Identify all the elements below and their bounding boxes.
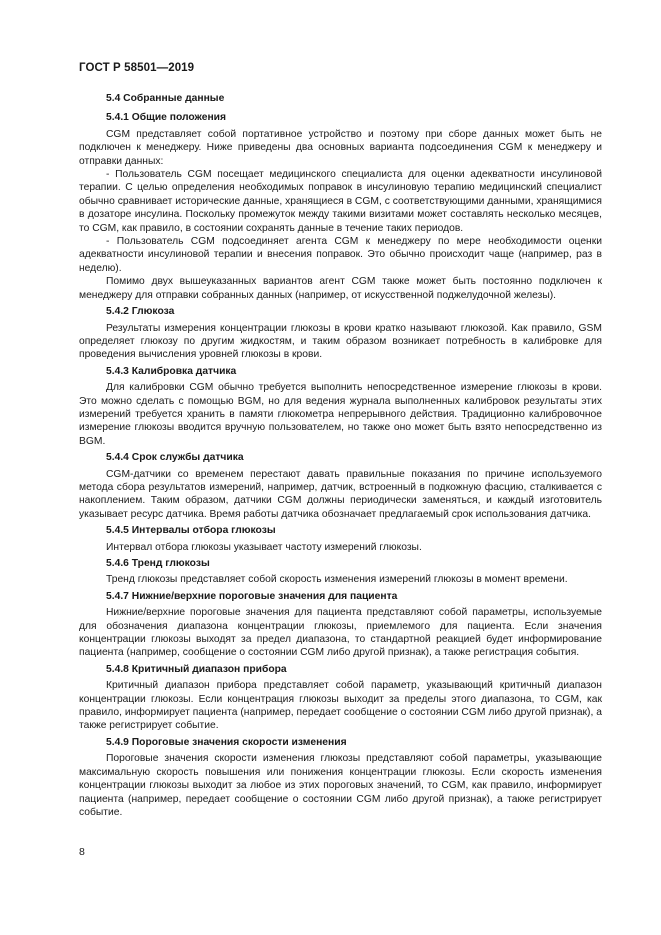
- section-heading: 5.4.1 Общие положения: [106, 112, 226, 124]
- section-s547: [79, 590, 602, 660]
- section-s549: [79, 736, 602, 819]
- section-heading: 5.4 Собранные данные: [106, 93, 225, 104]
- document-header: ГОСТ Р 58501—2019: [79, 62, 195, 74]
- section-s54: [79, 92, 602, 105]
- section-heading: 5.4.4 Срок службы датчика: [106, 452, 244, 464]
- section-s541: [79, 111, 602, 302]
- paragraph: - Пользователь CGM подсоединяет агента CGM к менеджеру по мере необходимости оценки адекватности инсулиновой терапии и внесения поправок. Это обычно происходит чаще (например, раз в неделю).: [79, 236, 602, 274]
- paragraph: CGM-датчики со временем перестают давать правильные показания по причине используемого метода сбора результатов измерений, например, датчик, встроенный в подкожную фасцию, сталкивается с накоплением. Таким образом, датчики CGM должны периодически заменяться, и каждый изготовитель указывает ресурс датчика. Время работы датчика обозначает предлагаемый срок использования датчика.: [79, 468, 602, 520]
- paragraph: Пороговые значения скорости изменения глюкозы представляют собой параметры, указывающие максимальную скорость повышения или понижения концентрации глюкозы. Если скорость изменения концентрации глюкозы выходит за любое из этих пороговых значений, то CGM, как правило, информирует пациента (например, передает сообщение о состоянии CGM либо другой признак), а также регистрирует событие.: [79, 753, 602, 818]
- section-s544: [79, 451, 602, 521]
- document-body: [79, 92, 602, 819]
- section-s542: [79, 305, 602, 362]
- section-s545: [79, 524, 602, 554]
- paragraph: Интервал отбора глюкозы указывает частоту измерений глюкозы.: [106, 541, 422, 553]
- section-heading: 5.4.9 Пороговые значения скорости изменения: [106, 736, 347, 748]
- paragraph: Результаты измерения концентрации глюкозы в крови кратко называют глюкозой. Как правило, GSM определяет глюкозу по другим жидкостям, и таким образом возникает потребность в калибровке для проведения вычисления уровней глюкозы в крови.: [79, 322, 602, 361]
- section-heading: 5.4.2 Глюкоза: [106, 306, 175, 318]
- section-heading: 5.4.3 Калибровка датчика: [106, 365, 237, 377]
- paragraph: Нижние/верхние пороговые значения для пациента представляют собой параметры, используемые для обозначения диапазона концентрации глюкозы, приемлемого для пациента. Если значения концентрации глюкозы выходят за предел диапазона, то стандартной реакцией будет информирование пациента (например, сообщение о состоянии CGM либо другой признак), а также регистрация события.: [79, 607, 602, 659]
- paragraph: - Пользователь CGM посещает медицинского специалиста для оценки адекватности инсулиновой терапии. С целью определения необходимых поправок в инсулиновую терапию медицинский специалист обычно сравнивает исторические данные, хранящиеся в CGM, с соответствующими данными, хранящимися в дозаторе инсулина. Поскольку промежуток между такими визитами может составлять несколько месяцев, то CGM, как правило, в состоянии сохранять данные в течение таких периодов.: [79, 169, 602, 234]
- section-heading: 5.4.8 Критичный диапазон прибора: [106, 663, 287, 675]
- paragraph: Для калибровки CGM обычно требуется выполнить непосредственное измерение глюкозы в крови. Это можно сделать с помощью BGM, но для ведения журнала выполненных калибровок результаты этих измерений требуется хранить в памяти глюкометра непрерывного действия. Традиционно калибровочное измерение глюкозы вводится вручную пользователем, но также оно может быть взято непосредственно из BGM.: [79, 382, 602, 447]
- section-heading: 5.4.6 Тренд глюкозы: [106, 558, 210, 569]
- page-number: 8: [79, 846, 85, 858]
- paragraph: Критичный диапазон прибора представляет собой параметр, указывающий критичный диапазон концентрации глюкозы. Если концентрация глюкозы выходит за пределы этого диапазона, то CGM, как правило, информирует пациента (например, передает сообщение о состоянии CGM либо другой признак), а также регистрирует событие.: [79, 680, 602, 732]
- section-s543: [79, 365, 602, 448]
- section-s548: [79, 663, 602, 733]
- section-heading: 5.4.7 Нижние/верхние пороговые значения для пациента: [106, 590, 398, 602]
- section-heading: 5.4.5 Интервалы отбора глюкозы: [106, 525, 276, 537]
- section-s546: [79, 557, 602, 587]
- paragraph: Помимо двух вышеуказанных вариантов агент CGM также может быть постоянно подключен к менеджеру для отправки собранных данных (например, от искусственной поджелудочной железы).: [79, 276, 602, 301]
- paragraph: Тренд глюкозы представляет собой скорость изменения измерений глюкозы в момент времени.: [106, 574, 568, 586]
- paragraph: CGM представляет собой портативное устройство и поэтому при сборе данных может быть не подключен к менеджеру. Ниже приведены два основных варианта подсоединения CGM к менеджеру и отправки данных:: [79, 128, 602, 167]
